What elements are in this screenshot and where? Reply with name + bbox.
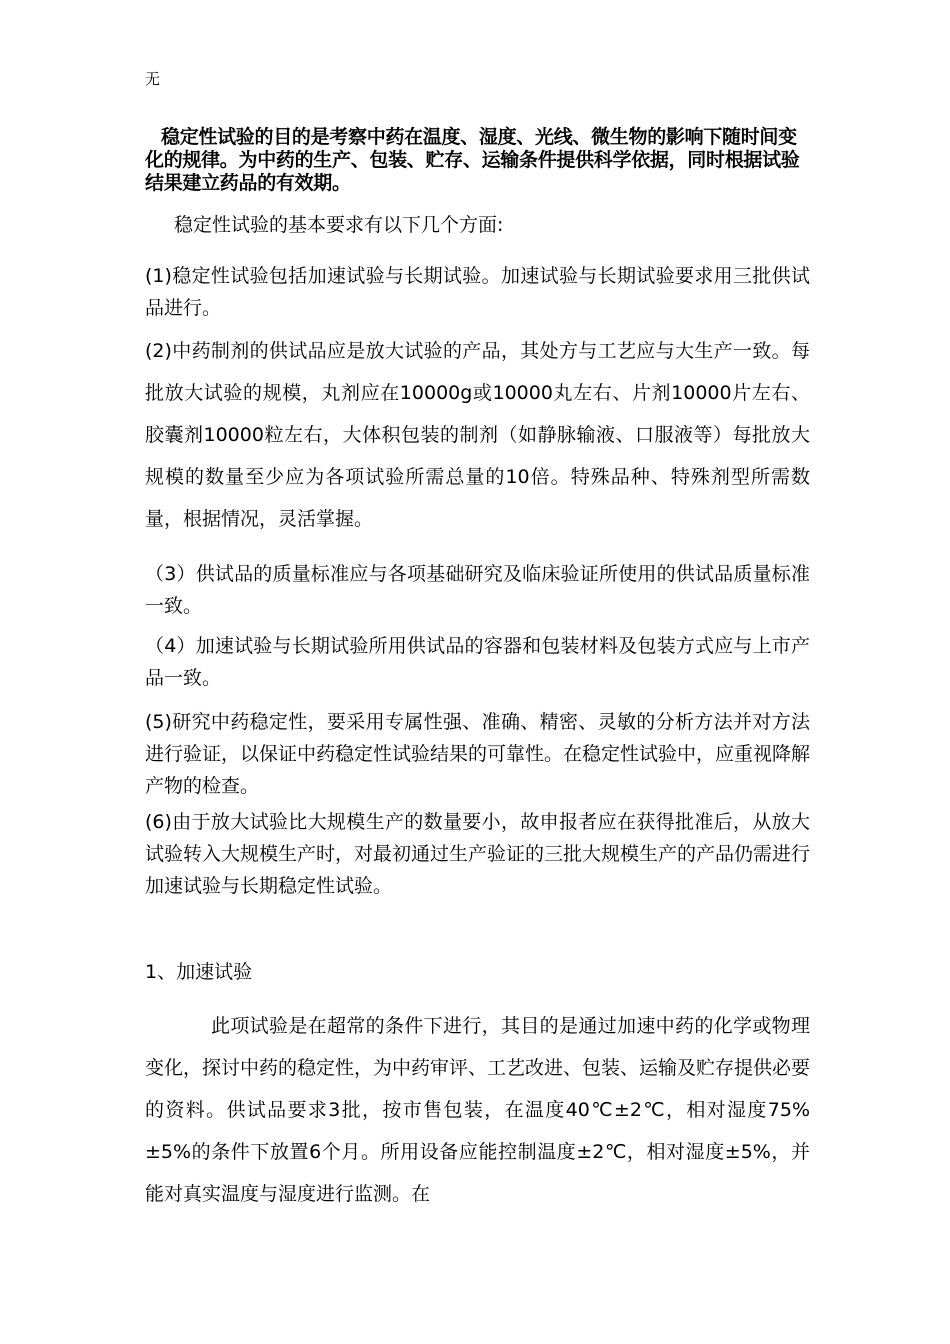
section-body-accelerated-test: 此项试验是在超常的条件下进行，其目的是通过加速中药的化学或物理变化，探讨中药的稳定性，为中药审评、工艺改进、包装、运输及贮存提供必要的资料。供试品要求3批，按市售包装，在温度40℃±2℃，相对湿度75%±5%的条件下放置6个月。所用设备应能控制温度±2℃，相对湿度±5%，并能对真实温度与湿度进行监测。在 [145, 1015, 811, 1205]
requirement-item-3: （3）供试品的质量标准应与各项基础研究及临床验证所使用的供试品质量标准一致。 [145, 563, 810, 617]
header-mark: 无 [145, 70, 161, 88]
requirement-item-4: （4）加速试验与长期试验所用供试品的容器和包装材料及包装方式应与上市产品一致。 [145, 635, 810, 689]
requirement-item-2: (2)中药制剂的供试品应是放大试验的产品，其处方与工艺应与大生产一致。每批放大试验的规模，丸剂应在10000g或10000丸左右、片剂10000片左右、胶囊剂10000粒左右，大体积包装的制剂（如静脉输液、口服液等）每批放大规模的数量至少应为各项试验所需总量的10倍。特殊品种、特殊剂型所需数量，根据情况，灵活掌握。 [145, 340, 810, 530]
requirement-item-5: (5)研究中药稳定性，要采用专属性强、准确、精密、灵敏的分析方法并对方法进行验证，以保证中药稳定性试验结果的可靠性。在稳定性试验中，应重视降解产物的检查。 [145, 711, 811, 797]
requirement-item-6: (6)由于放大试验比大规模生产的数量要小，故申报者应在获得批准后，从放大试验转入大规模生产时，对最初通过生产验证的三批大规模生产的产品仍需进行加速试验与长期稳定性试验。 [145, 811, 811, 897]
intro-lead-paragraph: 稳定性试验的基本要求有以下几个方面: [174, 214, 504, 236]
requirement-item-1: (1)稳定性试验包括加速试验与长期试验。加速试验与长期试验要求用三批供试品进行。 [145, 265, 810, 319]
section-heading-accelerated-test: 1、加速试验 [145, 961, 253, 983]
intro-bold-paragraph: 稳定性试验的目的是考察中药在温度、湿度、光线、微生物的影响下随时间变化的规律。为中药的生产、包装、贮存、运输条件提供科学依据，同时根据试验结果建立药品的有效期。 [145, 126, 800, 194]
